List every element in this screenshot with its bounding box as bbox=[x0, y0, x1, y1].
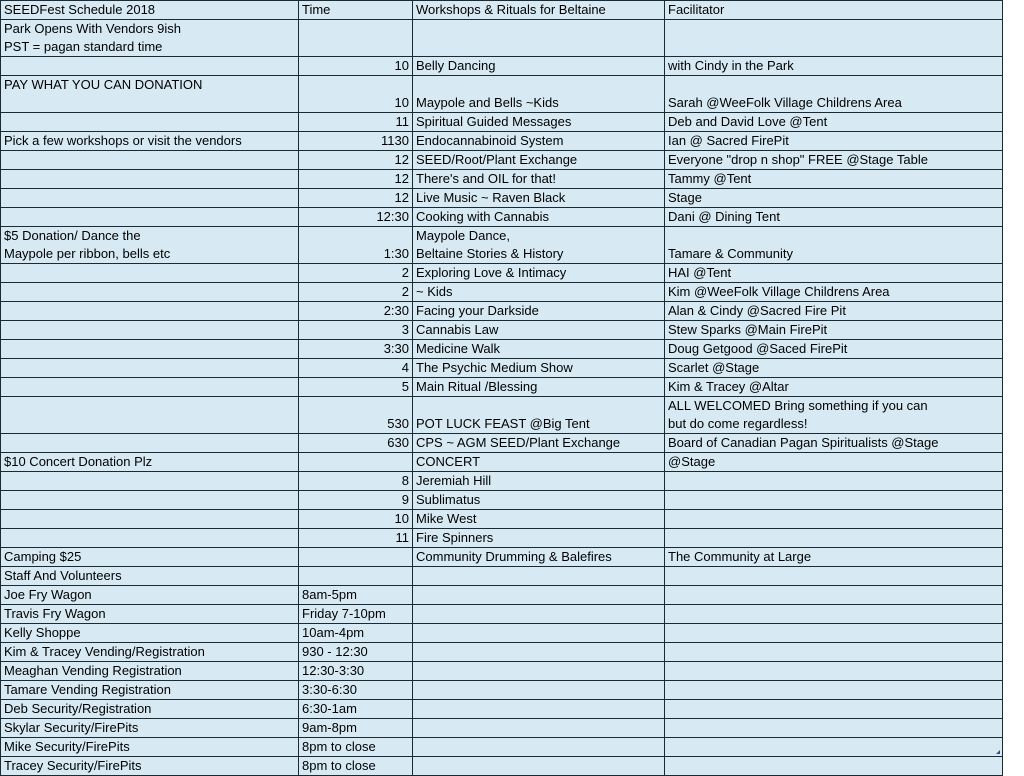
time-cell[interactable]: 9 bbox=[299, 491, 413, 510]
workshop-cell[interactable] bbox=[413, 132, 665, 151]
workshop-cell[interactable] bbox=[413, 378, 665, 397]
workshop-cell[interactable] bbox=[413, 491, 665, 510]
facilitator-cell[interactable] bbox=[665, 283, 1003, 302]
event-cell[interactable] bbox=[1, 491, 299, 510]
schedule-row bbox=[1, 567, 1003, 586]
event-cell[interactable] bbox=[1, 719, 299, 738]
schedule-row bbox=[1, 264, 1003, 283]
cell-line: Community Drumming & Balefires bbox=[416, 549, 612, 564]
event-cell[interactable] bbox=[1, 548, 299, 567]
workshop-cell[interactable] bbox=[413, 20, 665, 57]
cell-line: Endocannabinoid System bbox=[416, 133, 564, 148]
event-cell[interactable] bbox=[1, 208, 299, 227]
cell-line: Sublimatus bbox=[416, 492, 481, 507]
cell-line: Board of Canadian Pagan Spiritualists @Stage bbox=[668, 435, 939, 450]
event-cell[interactable] bbox=[1, 662, 299, 681]
time-cell[interactable] bbox=[299, 567, 413, 586]
workshop-cell[interactable] bbox=[413, 170, 665, 189]
cell-line: $10 Concert Donation Plz bbox=[4, 454, 153, 469]
facilitator-cell[interactable] bbox=[665, 132, 1003, 151]
cell-line: PAY WHAT YOU CAN DONATION bbox=[4, 77, 203, 92]
schedule-row bbox=[1, 529, 1003, 548]
cell-line bbox=[4, 94, 295, 112]
schedule-row bbox=[1, 359, 1003, 378]
workshop-cell[interactable] bbox=[413, 624, 665, 643]
schedule-row bbox=[1, 738, 1003, 757]
time-cell[interactable]: 3:30 bbox=[299, 340, 413, 359]
schedule-row bbox=[1, 700, 1003, 719]
time-cell[interactable]: 2:30 bbox=[299, 302, 413, 321]
cell-line: Kim & Tracey @Altar bbox=[668, 379, 789, 394]
event-cell[interactable] bbox=[1, 76, 299, 113]
schedule-row bbox=[1, 757, 1003, 776]
cell-spacer bbox=[668, 227, 999, 245]
workshop-cell[interactable] bbox=[413, 472, 665, 491]
workshop-cell[interactable] bbox=[413, 283, 665, 302]
event-cell[interactable] bbox=[1, 170, 299, 189]
event-cell[interactable] bbox=[1, 113, 299, 132]
facilitator-cell[interactable] bbox=[665, 359, 1003, 378]
facilitator-cell[interactable] bbox=[665, 529, 1003, 548]
cell-line: SEED/Root/Plant Exchange bbox=[416, 152, 578, 167]
cell-line: Joe Fry Wagon bbox=[4, 587, 92, 602]
schedule-row bbox=[1, 321, 1003, 340]
event-cell[interactable] bbox=[1, 510, 299, 529]
time-cell[interactable]: 1:30 bbox=[299, 227, 413, 264]
event-cell[interactable] bbox=[1, 302, 299, 321]
workshop-cell[interactable] bbox=[413, 397, 665, 434]
schedule-row bbox=[1, 681, 1003, 700]
event-cell[interactable] bbox=[1, 567, 299, 586]
sheet-corner-mark bbox=[996, 750, 1000, 754]
event-cell[interactable] bbox=[1, 586, 299, 605]
event-cell[interactable] bbox=[1, 434, 299, 453]
time-cell[interactable] bbox=[299, 548, 413, 567]
cell-spacer bbox=[416, 76, 661, 94]
facilitator-cell[interactable] bbox=[665, 719, 1003, 738]
header-facilitator-cell[interactable]: Facilitator bbox=[665, 1, 1003, 20]
cell-spacer bbox=[668, 76, 999, 94]
event-cell[interactable] bbox=[1, 397, 299, 434]
facilitator-cell[interactable] bbox=[665, 170, 1003, 189]
cell-line: Park Opens With Vendors 9ish bbox=[4, 21, 182, 36]
cell-line: There's and OIL for that! bbox=[416, 171, 557, 186]
workshop-cell[interactable] bbox=[413, 529, 665, 548]
workshop-cell[interactable] bbox=[413, 700, 665, 719]
event-cell[interactable] bbox=[1, 132, 299, 151]
event-cell[interactable] bbox=[1, 700, 299, 719]
facilitator-cell[interactable] bbox=[665, 700, 1003, 719]
schedule-row bbox=[1, 113, 1003, 132]
event-cell[interactable] bbox=[1, 738, 299, 757]
event-cell[interactable] bbox=[1, 529, 299, 548]
workshop-cell[interactable] bbox=[413, 208, 665, 227]
workshop-cell[interactable] bbox=[413, 605, 665, 624]
cell-line: Deb Security/Registration bbox=[4, 701, 152, 716]
cell-line: Facing your Darkside bbox=[416, 303, 539, 318]
time-cell[interactable]: 11 bbox=[299, 529, 413, 548]
schedule-row bbox=[1, 189, 1003, 208]
cell-line: Jeremiah Hill bbox=[416, 473, 492, 488]
event-cell[interactable] bbox=[1, 453, 299, 472]
event-cell[interactable] bbox=[1, 359, 299, 378]
facilitator-cell[interactable] bbox=[665, 76, 1003, 113]
cell-line: Ian @ Sacred FirePit bbox=[668, 133, 789, 148]
event-cell[interactable] bbox=[1, 757, 299, 776]
cell-line: Kelly Shoppe bbox=[4, 625, 81, 640]
cell-line: CPS ~ AGM SEED/Plant Exchange bbox=[416, 435, 621, 450]
cell-spacer bbox=[416, 397, 661, 415]
facilitator-cell[interactable] bbox=[665, 567, 1003, 586]
cell-line: Spiritual Guided Messages bbox=[416, 114, 572, 129]
time-cell[interactable]: 5 bbox=[299, 378, 413, 397]
schedule-row bbox=[1, 76, 1003, 113]
facilitator-cell[interactable] bbox=[665, 472, 1003, 491]
header-row bbox=[1, 1, 1003, 20]
schedule-row bbox=[1, 57, 1003, 76]
event-cell[interactable] bbox=[1, 227, 299, 264]
workshop-cell[interactable] bbox=[413, 719, 665, 738]
workshop-cell[interactable] bbox=[413, 340, 665, 359]
facilitator-cell[interactable] bbox=[665, 453, 1003, 472]
workshop-cell[interactable] bbox=[413, 434, 665, 453]
time-cell[interactable]: 12:30 bbox=[299, 208, 413, 227]
schedule-row bbox=[1, 434, 1003, 453]
event-cell[interactable] bbox=[1, 189, 299, 208]
cell-line: Meaghan Vending Registration bbox=[4, 663, 182, 678]
workshop-cell[interactable] bbox=[413, 453, 665, 472]
time-cell[interactable] bbox=[299, 20, 413, 57]
facilitator-cell[interactable] bbox=[665, 510, 1003, 529]
cell-line: Alan & Cindy @Sacred Fire Pit bbox=[668, 303, 846, 318]
workshop-cell[interactable] bbox=[413, 510, 665, 529]
event-cell[interactable] bbox=[1, 643, 299, 662]
header-time-cell[interactable]: Time bbox=[299, 1, 413, 20]
facilitator-cell[interactable] bbox=[665, 605, 1003, 624]
facilitator-cell[interactable] bbox=[665, 548, 1003, 567]
schedule-row bbox=[1, 586, 1003, 605]
schedule-row bbox=[1, 170, 1003, 189]
cell-line: Kim & Tracey Vending/Registration bbox=[4, 644, 205, 659]
cell-line: CONCERT bbox=[416, 454, 481, 469]
schedule-row bbox=[1, 548, 1003, 567]
time-cell[interactable]: 530 bbox=[299, 397, 413, 434]
facilitator-cell[interactable] bbox=[665, 208, 1003, 227]
cell-line: Travis Fry Wagon bbox=[4, 606, 106, 621]
schedule-row bbox=[1, 151, 1003, 170]
facilitator-cell[interactable] bbox=[665, 20, 1003, 57]
time-cell[interactable] bbox=[299, 453, 413, 472]
time-cell[interactable]: 3:30-6:30 bbox=[299, 681, 413, 700]
facilitator-cell[interactable] bbox=[665, 57, 1003, 76]
event-cell[interactable] bbox=[1, 472, 299, 491]
workshop-cell[interactable] bbox=[413, 302, 665, 321]
facilitator-cell[interactable] bbox=[665, 397, 1003, 434]
schedule-row bbox=[1, 605, 1003, 624]
cell-line: $5 Donation/ Dance the bbox=[4, 228, 141, 243]
cell-line: Cooking with Cannabis bbox=[416, 209, 549, 224]
facilitator-cell[interactable] bbox=[665, 189, 1003, 208]
time-cell[interactable]: 8 bbox=[299, 472, 413, 491]
cell-line: but do come regardless! bbox=[668, 416, 808, 431]
workshop-cell[interactable] bbox=[413, 321, 665, 340]
facilitator-cell[interactable] bbox=[665, 643, 1003, 662]
facilitator-cell[interactable] bbox=[665, 434, 1003, 453]
workshop-cell[interactable] bbox=[413, 227, 665, 264]
time-cell[interactable]: 10 bbox=[299, 76, 413, 113]
cell-line: Stage bbox=[668, 190, 702, 205]
cell-line: ALL WELCOMED Bring something if you can bbox=[668, 398, 928, 413]
event-cell[interactable] bbox=[1, 605, 299, 624]
time-cell[interactable]: 12 bbox=[299, 170, 413, 189]
facilitator-cell[interactable] bbox=[665, 586, 1003, 605]
cell-line: Beltaine Stories & History bbox=[416, 246, 564, 261]
workshop-cell[interactable] bbox=[413, 189, 665, 208]
time-cell[interactable]: 9am-8pm bbox=[299, 719, 413, 738]
cell-line: Kim @WeeFolk Village Childrens Area bbox=[668, 284, 890, 299]
workshop-cell[interactable] bbox=[413, 359, 665, 378]
cell-line: POT LUCK FEAST @Big Tent bbox=[416, 416, 590, 431]
time-cell[interactable]: 8pm to close bbox=[299, 738, 413, 757]
cell-line: Sarah @WeeFolk Village Childrens Area bbox=[668, 95, 902, 110]
cell-line: with Cindy in the Park bbox=[668, 58, 794, 73]
cell-line: Camping $25 bbox=[4, 549, 82, 564]
schedule-row bbox=[1, 624, 1003, 643]
cell-line: Tammy @Tent bbox=[668, 171, 752, 186]
cell-line: Tracey Security/FirePits bbox=[4, 758, 142, 773]
schedule-row bbox=[1, 132, 1003, 151]
facilitator-cell[interactable] bbox=[665, 738, 1003, 757]
cell-line: Fire Spinners bbox=[416, 530, 494, 545]
cell-line: Stew Sparks @Main FirePit bbox=[668, 322, 828, 337]
cell-line: Skylar Security/FirePits bbox=[4, 720, 139, 735]
cell-line: Tamare & Community bbox=[668, 246, 793, 261]
schedule-row bbox=[1, 302, 1003, 321]
time-cell[interactable]: 2 bbox=[299, 283, 413, 302]
time-cell[interactable]: 6:30-1am bbox=[299, 700, 413, 719]
facilitator-cell[interactable] bbox=[665, 302, 1003, 321]
time-cell[interactable]: 10 bbox=[299, 510, 413, 529]
schedule-row bbox=[1, 510, 1003, 529]
time-cell[interactable]: 8pm to close bbox=[299, 757, 413, 776]
facilitator-cell[interactable] bbox=[665, 151, 1003, 170]
time-cell[interactable]: 12 bbox=[299, 189, 413, 208]
time-cell[interactable]: 12 bbox=[299, 151, 413, 170]
cell-line: Dani @ Dining Tent bbox=[668, 209, 780, 224]
facilitator-cell[interactable] bbox=[665, 681, 1003, 700]
cell-line: Maypole and Bells ~Kids bbox=[416, 95, 559, 110]
schedule-row bbox=[1, 283, 1003, 302]
cell-line: ~ Kids bbox=[416, 284, 453, 299]
workshop-cell[interactable] bbox=[413, 113, 665, 132]
time-cell[interactable]: 2 bbox=[299, 264, 413, 283]
time-cell[interactable]: 11 bbox=[299, 113, 413, 132]
time-cell[interactable]: 12:30-3:30 bbox=[299, 662, 413, 681]
facilitator-cell[interactable] bbox=[665, 378, 1003, 397]
facilitator-cell[interactable] bbox=[665, 624, 1003, 643]
cell-line: Deb and David Love @Tent bbox=[668, 114, 828, 129]
schedule-row bbox=[1, 472, 1003, 491]
cell-line: Doug Getgood @Saced FirePit bbox=[668, 341, 848, 356]
cell-line: The Psychic Medium Show bbox=[416, 360, 573, 375]
time-cell[interactable]: 8am-5pm bbox=[299, 586, 413, 605]
time-cell[interactable]: 10am-4pm bbox=[299, 624, 413, 643]
cell-line: Mike West bbox=[416, 511, 477, 526]
cell-line: Everyone "drop n shop" FREE @Stage Table bbox=[668, 152, 928, 167]
cell-line: Main Ritual /Blessing bbox=[416, 379, 538, 394]
schedule-row bbox=[1, 20, 1003, 57]
cell-line: HAI @Tent bbox=[668, 265, 732, 280]
workshop-cell[interactable] bbox=[413, 643, 665, 662]
event-cell[interactable] bbox=[1, 681, 299, 700]
cell-line: Scarlet @Stage bbox=[668, 360, 760, 375]
event-cell[interactable] bbox=[1, 321, 299, 340]
cell-line: @Stage bbox=[668, 454, 716, 469]
schedule-row bbox=[1, 227, 1003, 264]
cell-line: Belly Dancing bbox=[416, 58, 496, 73]
facilitator-cell[interactable] bbox=[665, 264, 1003, 283]
workshop-cell[interactable] bbox=[413, 567, 665, 586]
cell-line: Exploring Love & Intimacy bbox=[416, 265, 567, 280]
time-cell[interactable]: 4 bbox=[299, 359, 413, 378]
event-cell[interactable] bbox=[1, 378, 299, 397]
schedule-row bbox=[1, 378, 1003, 397]
workshop-cell[interactable] bbox=[413, 151, 665, 170]
header-event-cell[interactable]: SEEDFest Schedule 2018 bbox=[1, 1, 299, 20]
facilitator-cell[interactable] bbox=[665, 662, 1003, 681]
facilitator-cell[interactable] bbox=[665, 491, 1003, 510]
event-cell[interactable] bbox=[1, 283, 299, 302]
time-cell[interactable]: Friday 7-10pm bbox=[299, 605, 413, 624]
header-workshops-cell[interactable]: Workshops & Rituals for Beltaine bbox=[413, 1, 665, 20]
cell-line: PST = pagan standard time bbox=[4, 39, 163, 54]
cell-line: Cannabis Law bbox=[416, 322, 499, 337]
schedule-row bbox=[1, 453, 1003, 472]
event-cell[interactable] bbox=[1, 340, 299, 359]
workshop-cell[interactable] bbox=[413, 738, 665, 757]
event-cell[interactable] bbox=[1, 264, 299, 283]
time-cell[interactable]: 630 bbox=[299, 434, 413, 453]
event-cell[interactable] bbox=[1, 624, 299, 643]
facilitator-cell[interactable] bbox=[665, 340, 1003, 359]
workshop-cell[interactable] bbox=[413, 264, 665, 283]
schedule-row bbox=[1, 340, 1003, 359]
time-cell[interactable]: 1130 bbox=[299, 132, 413, 151]
schedule-row bbox=[1, 719, 1003, 738]
cell-line: Live Music ~ Raven Black bbox=[416, 190, 566, 205]
facilitator-cell[interactable] bbox=[665, 113, 1003, 132]
workshop-cell[interactable] bbox=[413, 57, 665, 76]
event-cell[interactable] bbox=[1, 20, 299, 57]
cell-line: Medicine Walk bbox=[416, 341, 501, 356]
cell-line: Pick a few workshops or visit the vendors bbox=[4, 133, 242, 148]
workshop-cell[interactable] bbox=[413, 548, 665, 567]
schedule-row bbox=[1, 662, 1003, 681]
cell-line: Tamare Vending Registration bbox=[4, 682, 171, 697]
facilitator-cell[interactable] bbox=[665, 321, 1003, 340]
workshop-cell[interactable] bbox=[413, 681, 665, 700]
cell-line: The Community at Large bbox=[668, 549, 812, 564]
time-cell[interactable]: 930 - 12:30 bbox=[299, 643, 413, 662]
facilitator-cell[interactable] bbox=[665, 227, 1003, 264]
cell-line: Mike Security/FirePits bbox=[4, 739, 130, 754]
workshop-cell[interactable] bbox=[413, 662, 665, 681]
time-cell[interactable]: 10 bbox=[299, 57, 413, 76]
event-cell[interactable] bbox=[1, 57, 299, 76]
schedule-row bbox=[1, 643, 1003, 662]
workshop-cell[interactable] bbox=[413, 76, 665, 113]
cell-line: Maypole per ribbon, bells etc bbox=[4, 246, 171, 261]
schedule-row bbox=[1, 491, 1003, 510]
facilitator-cell[interactable] bbox=[665, 757, 1003, 776]
cell-line: Staff And Volunteers bbox=[4, 568, 122, 583]
workshop-cell[interactable] bbox=[413, 757, 665, 776]
schedule-row bbox=[1, 397, 1003, 434]
schedule-row bbox=[1, 208, 1003, 227]
time-cell[interactable]: 3 bbox=[299, 321, 413, 340]
cell-line: Maypole Dance, bbox=[416, 228, 510, 243]
workshop-cell[interactable] bbox=[413, 586, 665, 605]
event-cell[interactable] bbox=[1, 151, 299, 170]
